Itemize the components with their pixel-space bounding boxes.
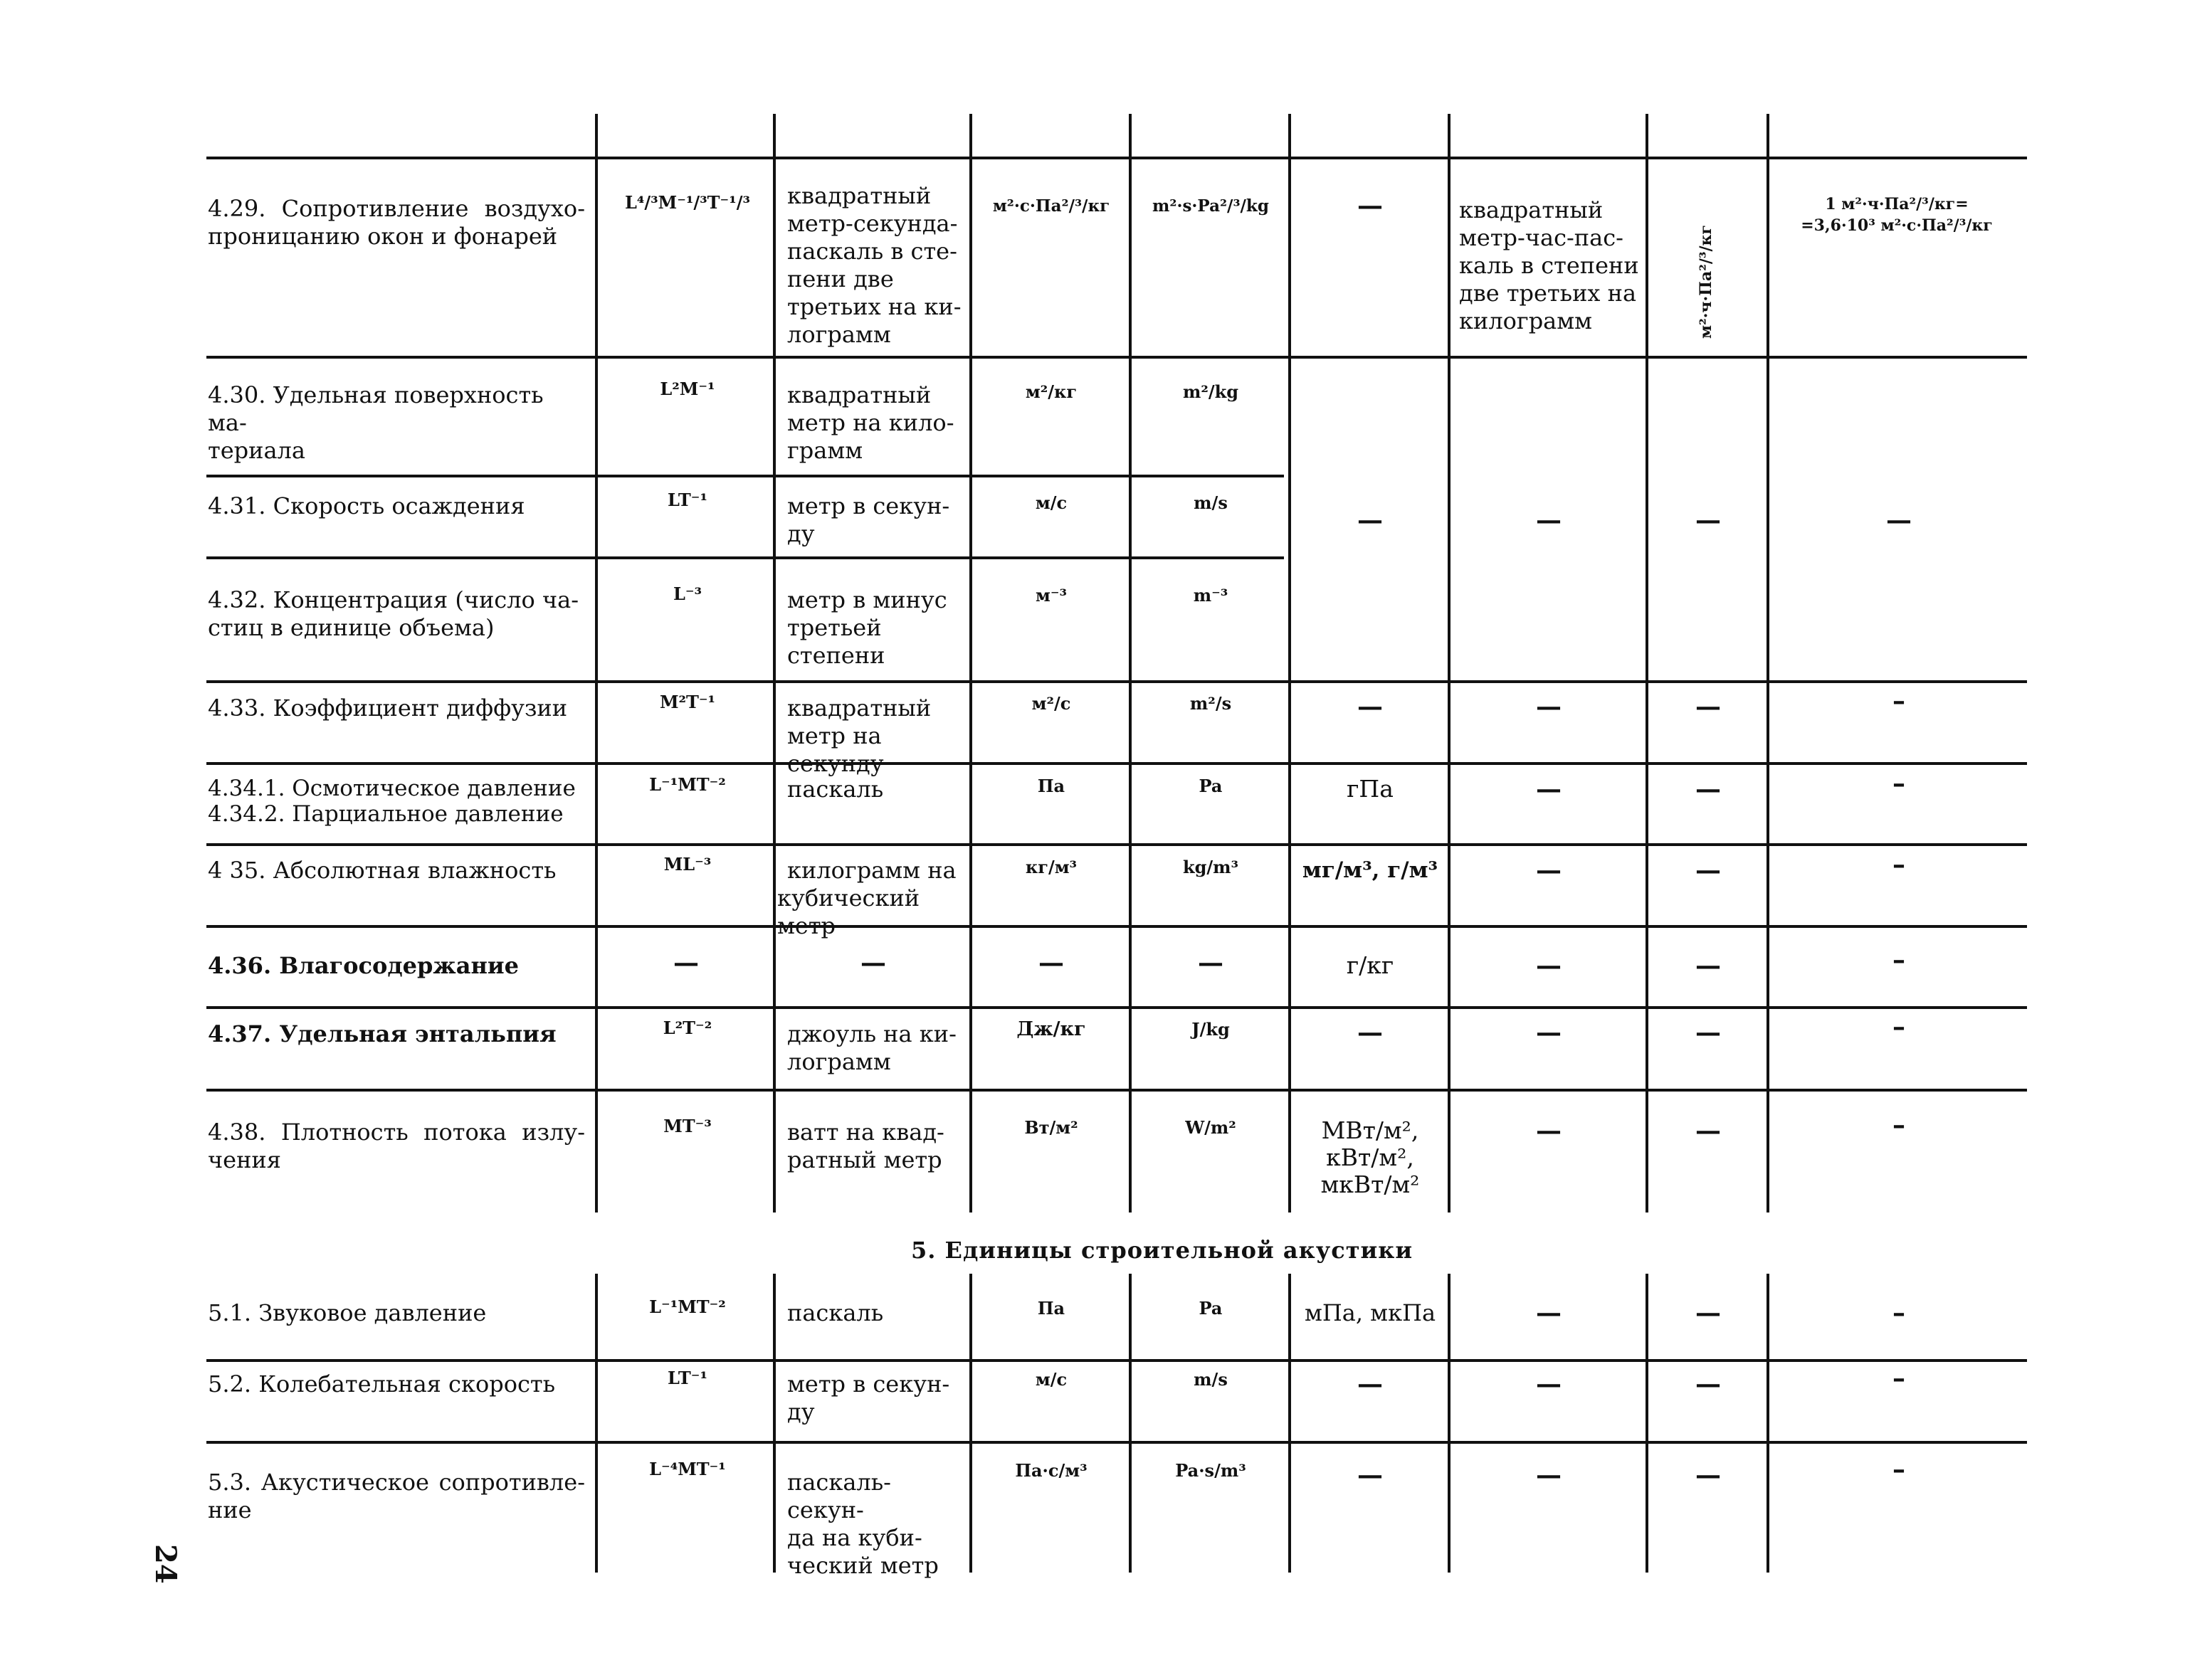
unit-name-line: квадратный	[787, 694, 932, 722]
column-rule	[1767, 158, 1769, 1213]
allowed-unit-name: —	[1536, 1460, 1562, 1490]
unit-name-line: третьих на ки-	[787, 293, 962, 320]
row-name-line: 4.30. Удельная поверхность ма-	[208, 381, 544, 436]
designation-int: m²·s·Pa²/³/kg	[1152, 196, 1269, 216]
row-rule	[206, 843, 2027, 846]
row-rule	[206, 356, 2027, 359]
designation-ru: Па	[1037, 1298, 1065, 1319]
dimension: LT⁻¹	[668, 1368, 707, 1388]
row-name-line: проницанию окон и фонарей	[208, 223, 558, 250]
unit-name	[787, 1469, 967, 1580]
designation-ru: м²/кг	[1025, 381, 1078, 402]
multiples-line: мкВт/м²	[1320, 1171, 1420, 1198]
designation-int: J/kg	[1191, 1019, 1230, 1040]
unit-name-line: метр-секунда-	[787, 210, 958, 237]
row-name	[208, 1299, 585, 1327]
unit-name-line: квадратный	[787, 381, 932, 408]
relation: –	[1892, 1363, 1905, 1393]
row-name	[208, 857, 585, 884]
multiples: гПа	[1347, 775, 1394, 803]
multiples: —	[1357, 1018, 1383, 1047]
dimension: ML⁻³	[663, 854, 712, 875]
unit-name-line: кубический метр	[777, 884, 920, 939]
multiples: —	[1357, 1460, 1383, 1490]
multiples: —	[1357, 191, 1383, 221]
column-rule	[595, 114, 598, 157]
row-rule	[206, 925, 2027, 928]
column-rule	[1646, 114, 1648, 157]
allowed-unit-name: —	[1536, 1116, 1562, 1146]
allowed-unit-name-line: квадратный	[1459, 196, 1604, 223]
row-name-line: 4 35. Абсолютная влажность	[208, 857, 557, 884]
relation: –	[1892, 1012, 1905, 1042]
row-name	[208, 381, 585, 465]
unit-name-line: паскаль	[787, 776, 884, 803]
allowed-unit-name: —	[1536, 1369, 1562, 1399]
column-rule	[969, 158, 972, 1213]
multiples-line: МВт/м²,	[1321, 1116, 1419, 1144]
unit-name-line: ческий метр	[787, 1552, 939, 1579]
multiples: мг/м³, г/м³	[1302, 857, 1438, 883]
column-rule	[1129, 158, 1132, 1213]
unit-name	[787, 1119, 967, 1174]
allowed-designation: —	[1695, 1116, 1721, 1146]
allowed-designation: —	[1695, 855, 1721, 885]
designation-int: kg/m³	[1182, 857, 1239, 877]
row-name	[208, 1020, 585, 1048]
column-rule	[1288, 1274, 1291, 1573]
relation: –	[1892, 850, 1905, 879]
unit-name	[787, 1020, 967, 1076]
row-name-line: чения	[208, 1146, 281, 1173]
designation-int: m/s	[1194, 492, 1228, 513]
unit-name-line: ду	[787, 520, 815, 547]
allowed-unit-name: —	[1536, 505, 1562, 535]
row-rule	[206, 475, 1284, 477]
dimension: L⁻⁴MT⁻¹	[649, 1459, 726, 1479]
unit-name-line: метр на кило-	[787, 409, 954, 436]
row-rule	[206, 1089, 2027, 1092]
unit-name	[787, 586, 967, 670]
column-rule	[1646, 158, 1648, 1213]
unit-name	[787, 492, 967, 548]
dimension: L²T⁻²	[663, 1018, 712, 1038]
row-name	[208, 1370, 585, 1398]
unit-name-line: паскаль	[787, 1299, 884, 1326]
unit-name: —	[860, 948, 886, 978]
unit-name-line: ватт на квад-	[787, 1119, 944, 1146]
row-rule	[206, 1359, 2027, 1362]
unit-name-line: джоуль на ки-	[787, 1020, 957, 1047]
row-name	[208, 586, 585, 642]
dimension: L⁻³	[673, 583, 702, 604]
column-rule	[1646, 1274, 1648, 1573]
designation-ru: м/с	[1035, 1369, 1068, 1390]
designation-int: m²/kg	[1182, 381, 1239, 402]
row-name	[208, 1119, 585, 1174]
column-rule	[595, 158, 598, 1213]
designation-int: m/s	[1194, 1369, 1228, 1390]
allowed-unit-name-line: каль в степени	[1459, 252, 1639, 279]
row-name-line: териала	[208, 437, 305, 464]
relation: –	[1892, 945, 1905, 975]
row-name	[208, 492, 585, 520]
relation: –	[1892, 768, 1905, 798]
allowed-unit-name: —	[1536, 774, 1562, 804]
row-rule	[206, 157, 2027, 159]
designation-ru: м²/с	[1031, 693, 1071, 714]
allowed-unit-name: —	[1536, 855, 1562, 885]
row-name-line: 4.34.1. Осмотическое давление	[208, 776, 576, 801]
unit-name-line: третьей степени	[787, 614, 885, 669]
designation-ru: Па·с/м³	[1015, 1460, 1088, 1481]
unit-name-line: лограмм	[787, 321, 891, 348]
unit-name	[787, 694, 967, 778]
row-name-line: 4.32. Концентрация (число ча-	[208, 586, 579, 613]
row-name-line: 4.33. Коэффициент диффузии	[208, 694, 568, 722]
unit-name-line: грамм	[787, 437, 863, 464]
multiples: —	[1357, 692, 1383, 722]
relation: –	[1892, 686, 1905, 716]
designation-int: Pa	[1199, 1298, 1223, 1319]
row-name	[208, 195, 585, 250]
allowed-unit-name: —	[1536, 1298, 1562, 1328]
relation: –	[1892, 1110, 1905, 1140]
unit-name	[777, 857, 969, 940]
relation	[1772, 194, 2021, 236]
designation-int: W/m²	[1185, 1117, 1236, 1138]
unit-name-line: паскаль в сте-	[787, 238, 957, 265]
designation-int: m⁻³	[1193, 585, 1228, 606]
row-name-line: ние	[208, 1496, 252, 1523]
unit-name-line: метр в секун-	[787, 1370, 950, 1398]
multiples: г/кг	[1346, 951, 1394, 979]
unit-name	[787, 182, 967, 349]
row-rule	[206, 1441, 2027, 1444]
unit-name-line: да на куби-	[787, 1524, 922, 1551]
designation-ru: Дж/кг	[1016, 1018, 1086, 1040]
dimension: L⁻¹MT⁻²	[649, 1296, 726, 1317]
unit-name	[787, 1299, 967, 1327]
row-rule	[206, 680, 2027, 683]
column-rule	[1288, 158, 1291, 1213]
multiples-line: кВт/м²,	[1326, 1143, 1414, 1171]
row-name-line: стиц в единице объема)	[208, 614, 495, 641]
designation-ru: Па	[1037, 776, 1065, 796]
row-name	[208, 776, 591, 827]
column-rule	[969, 114, 972, 157]
row-rule	[206, 1006, 2027, 1009]
row-name-line: 4.31. Скорость осаждения	[208, 492, 525, 519]
row-name	[208, 952, 585, 980]
column-rule	[969, 1274, 972, 1573]
allowed-unit-name-line: две третьих на	[1459, 280, 1637, 307]
designation-ru: м⁻³	[1035, 585, 1068, 606]
unit-name-line: килограмм на	[787, 857, 957, 884]
dimension: L⁻¹MT⁻²	[649, 774, 726, 795]
allowed-unit-name: —	[1536, 1018, 1562, 1047]
relation: —	[1886, 505, 1912, 535]
designation-ru: кг/м³	[1025, 857, 1078, 877]
row-name-line: 5.1. Звуковое давление	[208, 1299, 487, 1326]
unit-name-line: метр в секун-	[787, 492, 950, 519]
row-rule	[206, 556, 1284, 559]
dimension: L⁴/³M⁻¹/³T⁻¹/³	[624, 192, 750, 213]
unit-name	[787, 776, 967, 803]
designation-ru: —	[1038, 948, 1064, 978]
allowed-designation: —	[1695, 1298, 1721, 1328]
unit-name-line: паскаль-секун-	[787, 1469, 891, 1523]
page-number: 24	[149, 1544, 182, 1584]
unit-name-line: ратный метр	[787, 1146, 942, 1173]
row-name-line: 5.3. Акустическое сопротивле-	[208, 1469, 585, 1496]
row-name-line: 4.29. Сопротивление воздухо-	[208, 195, 585, 222]
designation-int: Pa·s/m³	[1175, 1460, 1246, 1481]
row-name-line: 4.34.2. Парциальное давление	[208, 801, 564, 827]
unit-name-line: метр в минус	[787, 586, 947, 613]
unit-name	[787, 1370, 967, 1426]
column-rule	[1448, 1274, 1450, 1573]
designation-ru: Вт/м²	[1024, 1117, 1078, 1138]
allowed-unit-name: —	[1536, 951, 1562, 981]
row-name-line: 4.36. Влагосодержание	[208, 952, 519, 979]
relation-line: =3,6·10³ м²·с·Па²/³/кг	[1801, 216, 1993, 235]
allowed-designation: —	[1695, 774, 1721, 804]
unit-name	[787, 381, 967, 465]
column-rule	[1288, 114, 1291, 157]
column-rule	[773, 158, 776, 1213]
allowed-designation: —	[1695, 505, 1721, 535]
relation-line: 1 м²·ч·Па²/³/кг=	[1825, 195, 1969, 213]
column-rule	[595, 1274, 598, 1573]
column-rule	[1129, 1274, 1132, 1573]
allowed-designation: —	[1695, 1460, 1721, 1490]
dimension: M²T⁻¹	[659, 692, 716, 712]
allowed-designation: —	[1695, 1018, 1721, 1047]
allowed-unit-name: —	[1536, 692, 1562, 722]
unit-name-line: квадратный	[787, 182, 932, 209]
row-name-line: 5.2. Колебательная скорость	[208, 1370, 556, 1398]
allowed-designation: —	[1695, 1369, 1721, 1399]
unit-name-line: пени две	[787, 265, 894, 292]
dimension: MT⁻³	[663, 1116, 712, 1136]
allowed-designation: —	[1695, 951, 1721, 981]
section-heading: 5. Единицы строительной акустики	[911, 1237, 1413, 1264]
unit-name-line: метр на секунду	[787, 722, 884, 777]
row-name-line: 4.38. Плотность потока излу-	[208, 1119, 585, 1146]
designation-ru: м²·с·Па²/³/кг	[992, 196, 1110, 216]
allowed-designation: —	[1695, 692, 1721, 722]
multiples: —	[1357, 1369, 1383, 1399]
dimension: —	[673, 948, 699, 978]
designation-int: m²/s	[1189, 693, 1232, 714]
allowed-unit-name	[1459, 196, 1646, 335]
multiples	[1292, 1117, 1448, 1198]
column-rule	[773, 1274, 776, 1573]
column-rule	[1767, 1274, 1769, 1573]
allowed-unit-name-line: метр-час-пас-	[1459, 224, 1623, 251]
allowed-designation: м²·ч·Па²/³/кг	[1697, 225, 1715, 339]
unit-name-line: лограмм	[787, 1048, 891, 1075]
designation-ru: м/с	[1035, 492, 1068, 513]
column-rule	[1448, 114, 1450, 157]
multiples: —	[1357, 505, 1383, 535]
column-rule	[1448, 158, 1450, 1213]
dimension: L²M⁻¹	[660, 379, 715, 399]
relation: –	[1892, 1298, 1905, 1328]
multiples: мПа, мкПа	[1304, 1299, 1436, 1326]
row-name	[208, 694, 585, 722]
column-rule	[773, 114, 776, 157]
relation: –	[1892, 1454, 1905, 1484]
column-rule	[1129, 114, 1132, 157]
designation-int: —	[1198, 948, 1223, 978]
row-name-line: 4.37. Удельная энтальпия	[208, 1020, 557, 1047]
row-rule	[206, 762, 2027, 765]
dimension: LT⁻¹	[668, 490, 707, 510]
column-rule	[1767, 114, 1769, 157]
row-name	[208, 1469, 585, 1524]
designation-int: Pa	[1199, 776, 1223, 796]
unit-name-line: ду	[787, 1398, 815, 1425]
allowed-unit-name-line: килограмм	[1459, 307, 1593, 334]
